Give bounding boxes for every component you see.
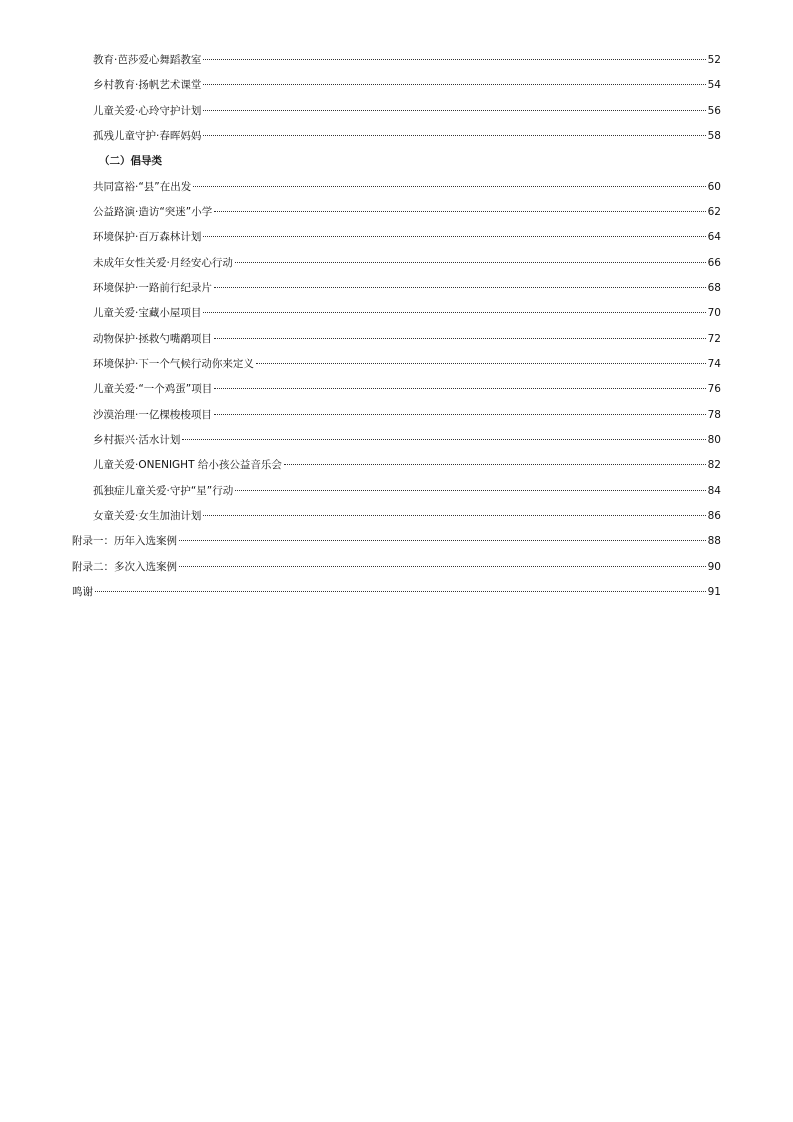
toc-entry[interactable] [93,178,721,196]
toc-entry[interactable] [93,355,721,373]
toc-entry-title: 沙漠治理·一亿棵梭梭项目 [93,409,212,421]
toc-entry[interactable] [93,507,721,525]
toc-entry-title: 乡村教育·扬帆艺术课堂 [93,79,202,91]
toc-entry[interactable] [93,76,721,94]
toc-entry-title: 儿童关爱·宝藏小屋项目 [93,307,202,319]
dot-leader [203,312,705,313]
toc-entry-page: 90 [707,561,721,573]
toc-entry[interactable] [93,228,721,246]
toc-entry[interactable] [93,330,721,348]
toc-entry-page: 84 [707,485,721,497]
toc-entry-page: 70 [707,307,721,319]
toc-entry-page: 64 [707,231,721,243]
dot-leader [214,388,705,389]
toc-entry[interactable] [93,127,721,145]
toc-entry-title: 附录一：历年入选案例 [72,535,177,547]
toc-entry-page: 58 [707,130,721,142]
toc-entry-page: 78 [707,409,721,421]
toc-entry-page: 82 [707,459,721,471]
dot-leader [214,211,705,212]
toc-entry[interactable] [93,51,721,69]
toc-entry[interactable] [93,254,721,272]
toc-entry[interactable] [93,102,721,120]
dot-leader [203,110,705,111]
toc-entry-title: 环境保护·百万森林计划 [93,231,202,243]
toc-entry-page: 76 [707,383,721,395]
dot-leader [179,540,706,541]
toc-entry-title: 动物保护·拯救勺嘴鹬项目 [93,333,212,345]
toc-entry-page: 80 [707,434,721,446]
dot-leader [203,515,705,516]
dot-leader [203,84,705,85]
toc-entry-title: 儿童关爱·ONENIGHT 给小孩公益音乐会 [93,459,282,471]
toc-entry-title: 附录二：多次入选案例 [72,561,177,573]
toc-entry-title: 共同富裕·“县”在出发 [93,181,192,193]
toc-entry-appendix[interactable] [72,532,721,550]
dot-leader [284,464,706,465]
toc-entry-page: 86 [707,510,721,522]
toc-entry-title: 孤残儿童守护·春晖妈妈 [93,130,202,142]
toc-entry-title: 孤独症儿童关爱·守护“星”行动 [93,485,234,497]
toc-entry[interactable] [93,279,721,297]
dot-leader [214,414,706,415]
toc-entry-page: 54 [707,79,721,91]
toc-entry[interactable] [93,304,721,322]
toc-entry-page: 56 [707,105,721,117]
toc-entry[interactable] [93,431,721,449]
toc-entry-title: 儿童关爱·“一个鸡蛋”项目 [93,383,213,395]
dot-leader [95,591,706,592]
dot-leader [193,186,705,187]
toc-entry[interactable] [93,380,721,398]
toc-entry-title: 环境保护·一路前行纪录片 [93,282,212,294]
toc-entry-title: 女童关爱·女生加油计划 [93,510,202,522]
toc-entry-title: 儿童关爱·心玲守护计划 [93,105,202,117]
section-heading: （二）倡导类 [99,155,162,167]
toc-entry-title: 鸣谢 [72,586,93,598]
toc-entry-title: 未成年女性关爱·月经安心行动 [93,257,233,269]
dot-leader [256,363,706,364]
dot-leader [235,262,706,263]
toc-entry[interactable] [93,203,721,221]
toc-entry-page: 62 [707,206,721,218]
toc-entry-title: 公益路演·造访“突迷”小学 [93,206,213,218]
toc-entry-page: 66 [707,257,721,269]
toc-entry[interactable] [93,406,721,424]
toc-entry[interactable] [93,482,721,500]
dot-leader [203,236,705,237]
toc-entry-appendix[interactable] [72,558,721,576]
toc-entry-page: 88 [707,535,721,547]
dot-leader [214,338,706,339]
toc-entry-page: 72 [707,333,721,345]
toc-entry-acknowledgements[interactable] [72,583,721,601]
toc-entry-page: 74 [707,358,721,370]
dot-leader [203,59,705,60]
toc-entry-page: 60 [707,181,721,193]
toc-entry-title: 教育·芭莎爱心舞蹈教室 [93,54,202,66]
toc-entry-title: 乡村振兴·活水计划 [93,434,181,446]
dot-leader [203,135,705,136]
dot-leader [235,490,705,491]
toc-entry-page: 91 [707,586,721,598]
toc-entry-page: 52 [707,54,721,66]
toc-entry-title: 环境保护·下一个气候行动你来定义 [93,358,254,370]
toc-entry[interactable] [93,456,721,474]
dot-leader [214,287,706,288]
toc-entry-page: 68 [707,282,721,294]
dot-leader [182,439,705,440]
dot-leader [179,566,706,567]
